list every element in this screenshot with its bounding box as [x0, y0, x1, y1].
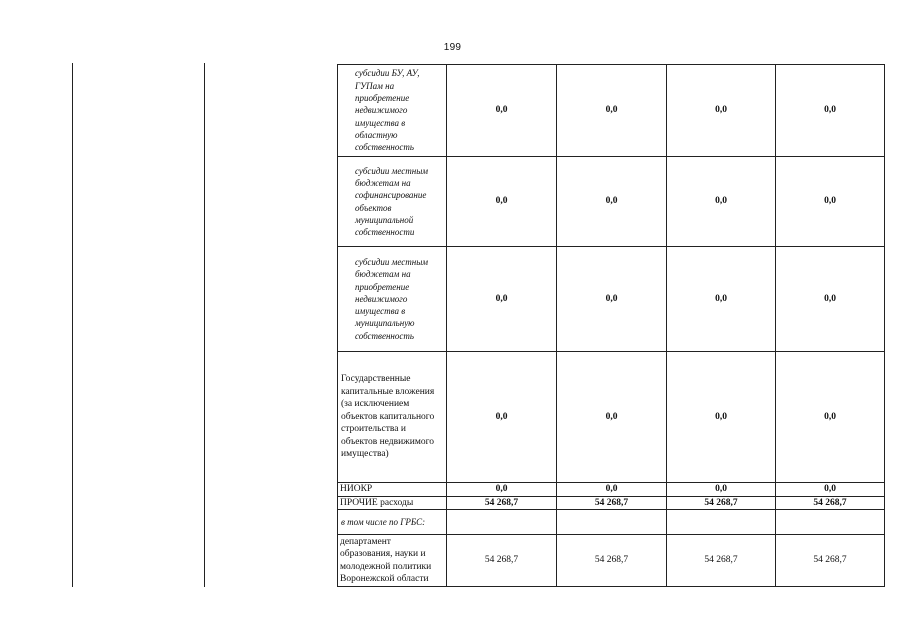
table-row [338, 496, 885, 510]
row-label: в том числе по ГРБС: [338, 510, 447, 535]
value-cell: 0,0 [557, 65, 667, 157]
second-column-border [204, 63, 205, 587]
value-cell: 0,0 [557, 157, 667, 247]
value-cell [447, 510, 557, 535]
expenditure-table [337, 64, 885, 587]
value-cell [776, 510, 885, 535]
value-cell: 0,0 [557, 483, 667, 497]
table-row [338, 510, 885, 535]
row-label: субсидии местным бюджетам на приобретение недвижимого имущества в муниципальную собственность [338, 247, 447, 352]
row-label: НИОКР [338, 483, 447, 497]
row-label: субсидии БУ, АУ, ГУПам на приобретение недвижимого имущества в областную собственность [338, 65, 447, 157]
value-cell: 0,0 [776, 483, 885, 497]
value-cell: 54 268,7 [776, 496, 885, 510]
value-cell: 54 268,7 [557, 535, 667, 587]
value-cell: 54 268,7 [776, 535, 885, 587]
value-cell: 54 268,7 [447, 496, 557, 510]
value-cell: 0,0 [667, 247, 776, 352]
value-cell [667, 510, 776, 535]
table-row [338, 483, 885, 497]
table-row [338, 157, 885, 247]
value-cell: 0,0 [447, 352, 557, 483]
table-row [338, 352, 885, 483]
value-cell: 0,0 [667, 483, 776, 497]
row-label: Государственные капитальные вложения (за исключением объектов капитального строительства и объектов недвижимого имущества) [338, 352, 447, 483]
page-number: 199 [443, 42, 462, 53]
value-cell: 0,0 [776, 65, 885, 157]
value-cell: 0,0 [557, 352, 667, 483]
table-row [338, 247, 885, 352]
value-cell: 54 268,7 [557, 496, 667, 510]
value-cell: 0,0 [776, 247, 885, 352]
value-cell: 0,0 [667, 65, 776, 157]
value-cell: 0,0 [447, 65, 557, 157]
value-cell: 54 268,7 [667, 496, 776, 510]
value-cell: 0,0 [557, 247, 667, 352]
value-cell: 54 268,7 [667, 535, 776, 587]
value-cell: 0,0 [667, 352, 776, 483]
table-row [338, 65, 885, 157]
value-cell: 54 268,7 [447, 535, 557, 587]
value-cell: 0,0 [447, 247, 557, 352]
row-label: ПРОЧИЕ расходы [338, 496, 447, 510]
value-cell: 0,0 [667, 157, 776, 247]
value-cell [557, 510, 667, 535]
value-cell: 0,0 [776, 352, 885, 483]
row-label: департамент образования, науки и молодежной политики Воронежской области [338, 535, 447, 587]
value-cell: 0,0 [447, 157, 557, 247]
value-cell: 0,0 [776, 157, 885, 247]
table-row [338, 535, 885, 587]
value-cell: 0,0 [447, 483, 557, 497]
row-label: субсидии местным бюджетам на софинансирование объектов муниципальной собственности [338, 157, 447, 247]
left-column-border [72, 63, 73, 587]
